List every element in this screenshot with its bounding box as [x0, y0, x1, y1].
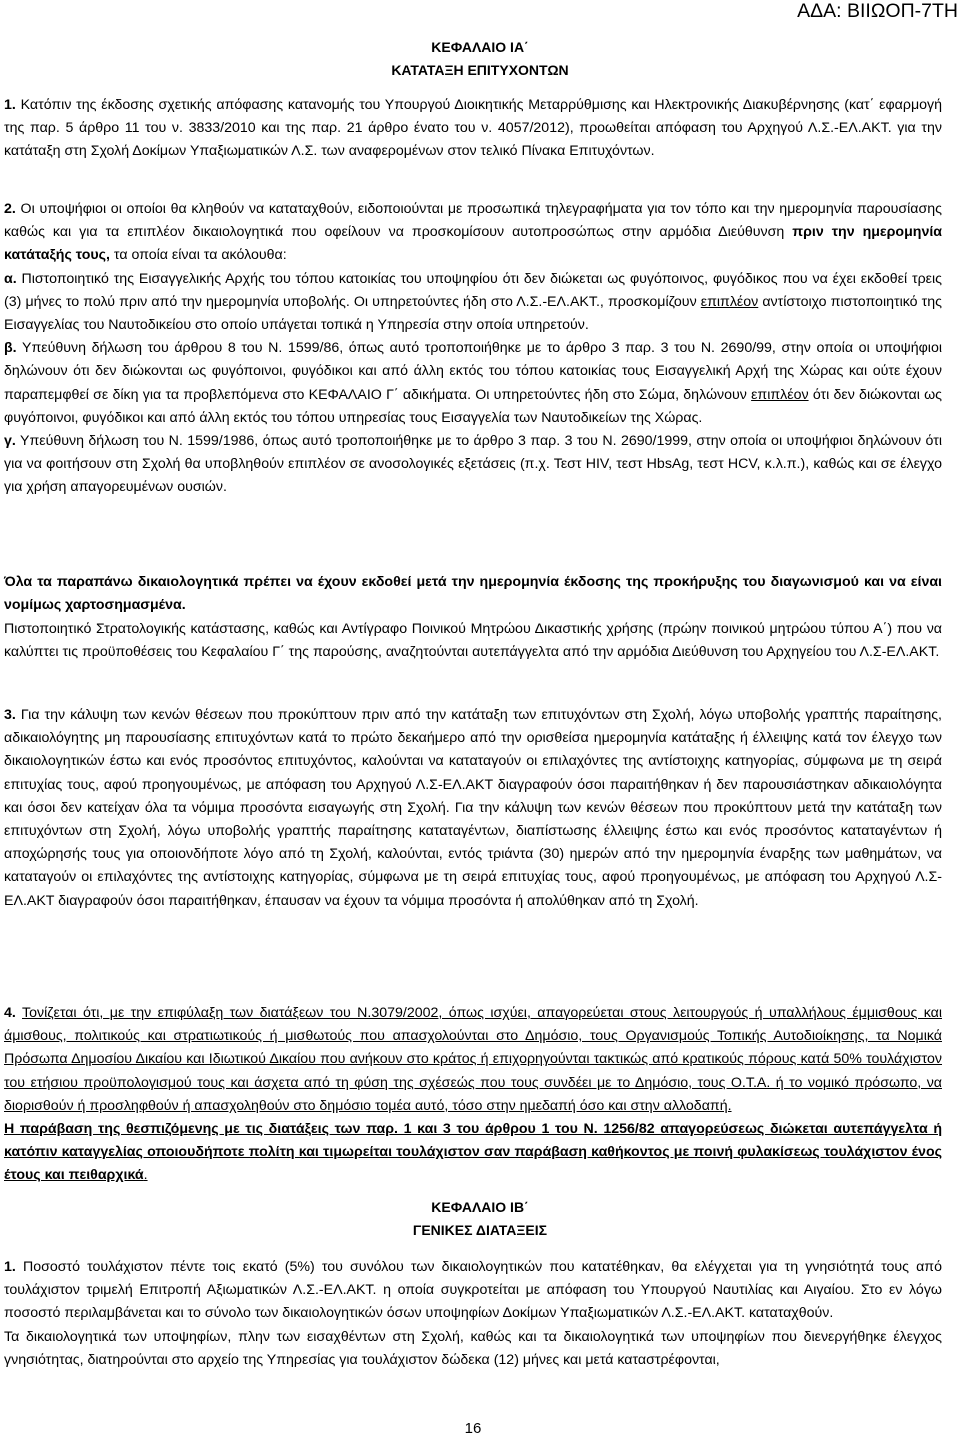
- paragraph-bold: πριν την ημερομηνία κατάταξής τους,: [4, 224, 943, 264]
- paragraph-ia-2: [4, 198, 942, 500]
- chapter-ib-subtitle: ΓΕΝΙΚΕΣ ΔΙΑΤΑΞΕΙΣ: [412, 1222, 548, 1238]
- paragraph-text: Ποσοστό τουλάχιστον πέντε τοις εκατό (5%) του συνόλου των δικαιολογητικών που κατατέθηκαν, θα ελέγχεται για τη γνησιότητά τους από τουλάχιστον τριμελή Επιτροπή Αξιωματικών Λ.Σ.-ΕΛ.ΑΚΤ. η οποία συγκροτείται με απόφαση του Υπουργού Ναυτιλίας και Αιγαίου. Στο εν λόγω ποσοστό περιλαμβάνεται και το σύνολο των δικαιολογητικών όσων υποψηφίων Δοκίμων Υπαξιωματικών Λ.Σ.-ΕΛ.ΑΚΤ. καταταχθούν.: [4, 1259, 942, 1322]
- item-c-text: Υπεύθυνη δήλωση του Ν. 1599/1986, όπως αυτό τροποποιήθηκε με το άρθρο 3 παρ. 3 του Ν. 2690/1999, στην οποία οι υποψήφιοι δηλώνουν ότι για να φοιτήσουν στη Σχολή θα υποβληθούν επιπλέον σε ανοσολογικές εξετάσεις (π.χ. Τεστ HIV, τεστ HbsAg, τεστ HCV, κ.λ.π.), καθώς και σε έλεγχο για χρήση απαγορευμένων ουσιών.: [4, 433, 942, 496]
- chapter-ia-subtitle: ΚΑΤΑΤΑΞΗ ΕΠΙΤΥΧΟΝΤΩΝ: [391, 62, 569, 78]
- item-b-underline: επιπλέον: [751, 386, 809, 403]
- paragraph-ia-1: [4, 94, 942, 164]
- paragraph-ib-2: Τα δικαιολογητικά των υποψηφίων, πλην των εισαχθέντων στη Σχολή, καθώς και τα δικαιολογητικά των υποψηφίων που διενεργήθηκε έλεγχος γνησιότητας, διατηρούνται στο αρχείο της Υπηρεσίας για τουλάχιστον δώδεκα (12) μήνες και μετά καταστρέφονται,: [4, 1328, 942, 1368]
- item-b-text: Υπεύθυνη δήλωση του άρθρου 8 του Ν. 1599/86, όπως αυτό τροποποιήθηκε με το άρθρο 3 παρ. 3 του Ν. 2690/99, στην οποία οι υποψήφιοι δηλώνουν ότι δεν διώκονται ως φυγόποινοι, φυγόδικοι και από άλλη εκτός του τόπου κατοικίας τους Εισαγγελική Αρχή της Χώρας και ούτε έχουν παραπεμφθεί σε δίκη για τα προβλεπόμενα στο ΚΕΦΑΛΑΙΟ Γ΄ αδικήματα. Οι υπηρετούντες ήδη στο Σώμα, δηλώνουν: [4, 340, 942, 403]
- item-a-text: Πιστοποιητικό της Εισαγγελικής Αρχής του τόπου κατοικίας του υποψηφίου ότι δεν διώκεται ως φυγόποινος, φυγόδικος που να έχει εκδοθεί τρεις (3) μήνες το πολύ πριν από την ημερομηνία υποβολής. Οι υπηρετούντες ήδη στο Λ.Σ.-ΕΛ.ΑΚΤ., προσκομίζουν: [4, 270, 942, 310]
- page-number: 16: [464, 1420, 482, 1437]
- paragraph-text: Οι υποψήφιοι οι οποίοι θα κληθούν να καταταχθούν, ειδοποιούνται με προσωπικά τηλεγραφήματα για τον τόπο και την ημερομηνία παρουσίασης καθώς και για τα επιπλέον δικαιολογητικά που οφείλουν να προσκομίσουν αυτοπροσώπως στην αρμόδια Διεύθυνση: [4, 201, 942, 241]
- paragraph-number: 4.: [4, 1005, 16, 1021]
- certificates-paragraph: Πιστοποιητικό Στρατολογικής κατάστασης, καθώς και Αντίγραφο Ποινικού Μητρώου Δικαστικής χρήσης (πρώην ποινικού μητρώου τύπου Α΄) που να καλύπτει τις προϋποθέσεις του Κεφαλαίου Γ΄ της παρούσης, αναζητούνται αυτεπάγγελτα από την αρμόδια Διεύθυνση του Αρχηγείου του Λ.Σ-ΕΛ.ΑΚΤ.: [4, 621, 942, 661]
- paragraph-number: 1.: [4, 97, 16, 113]
- penalty-notice: Η παράβαση της θεσπιζόμενης με τις διατάξεις των παρ. 1 και 3 του άρθρου 1 του Ν. 1256/82 απαγορεύσεως διώκεται αυτεπάγγελτα ή κατόπιν καταγγελίας οποιουδήποτε πολίτη και τιμωρείται τουλάχιστον σαν παράβαση καθήκοντος με ποινή φυλακίσεως τουλάχιστον ένος έτους και πειθαρχικά: [4, 1121, 942, 1184]
- paragraph-number: 3.: [4, 707, 16, 723]
- item-b-label: β.: [4, 340, 17, 357]
- chapter-ib-title: ΚΕΦΑΛΑΙΟ ΙΒ΄: [431, 1199, 529, 1215]
- paragraph-text: Για την κάλυψη των κενών θέσεων που προκύπτουν πριν από την κατάταξη των επιτυχόντων στη Σχολή, λόγω υποβολής γραπτής παραίτησης, αδικαιολόγητης μη παρουσίασης επιτυχόντων κατά το πρώτο δεκαήμερο από την ορισθείσα ημερομηνία κατάταξης ή έλλειψης κατά τον έλεγχο των δικαιολογητικών έστω και ενός προσόντος επιτυχόντος, καλούνται να καταταγούν οι επιλαχόντες της αντίστοιχης κατηγορίας, σύμφωνα με τη σειρά επιτυχίας τους, αφού προηγουμένως, με απόφαση του Αρχηγού Λ.Σ-ΕΛ.ΑΚΤ διαγραφούν όσοι παραιτήθηκαν ή δεν παρουσιάστηκαν αδικαιολόγητα και όσοι δεν κατείχαν όλα τα νόμιμα προσόντα εισαγωγής στη Σχολή. Για την κάλυψη των κενών θέσεων που προκύπτουν μετά την κατάταξη των επιτυχόντων στη Σχολή, λόγω υποβολής γραπτής παραίτησης καταταγέντων, διαπίστωσης έλλειψης έστω και ενός προσόντος καταταγέντων ή αποχώρησής τους για οποιονδήποτε λόγο από τη Σχολή, καλούνται, εντός τριάντα (30) ημερών από την ημερομηνία έναρξης των μαθημάτων, να καταταγούν οι επιλαχόντες της αντίστοιχης κατηγορίας, σύμφωνα με τη σειρά επιτυχίας τους, αφού προηγουμένως, με απόφαση του Αρχηγού Λ.Σ-ΕΛ.ΑΚΤ διαγραφούν όσοι παραιτήθηκαν, έπαυσαν να έχουν τα νόμιμα προσόντα ή απολύθηκαν από τη Σχολή.: [4, 707, 942, 909]
- penalty-notice-dot: .: [143, 1167, 148, 1184]
- paragraph-text: Κατόπιν της έκδοσης σχετικής απόφασης κατανομής του Υπουργού Διοικητικής Μεταρρύθμισης και Ηλεκτρονικής Διακυβέρνησης (κατ΄ εφαρμογή της παρ. 5 άρθρο 11 του ν. 3833/2010 και της παρ. 21 άρθρο ένατο του ν. 4057/2012), προωθείται απόφαση του Αρχηγού Λ.Σ.-ΕΛ.ΑΚΤ. για την κατάταξη στη Σχολή Δοκίμων Υπαξιωματικών Λ.Σ. των αναφερομένων στον τελικό Πίνακα Επιτυχόντων.: [4, 97, 942, 160]
- item-a-text-end: αντίστοιχο πιστοποιητικό της Εισαγγελίας του Ναυτοδικείου στο οποίο υπάγεται τοπικά η Υπηρεσία στην οποία υπηρετούν.: [4, 293, 943, 334]
- paragraph-ib-1: [4, 1256, 942, 1372]
- item-c-label: γ.: [4, 433, 16, 450]
- item-a-underline: επιπλέον: [700, 293, 759, 310]
- chapter-ia-title: ΚΕΦΑΛΑΙΟ ΙΑ΄: [431, 39, 529, 55]
- paragraph-ia-4: [4, 1002, 942, 1188]
- paragraph-underlined-text: Τονίζεται ότι, με την επιφύλαξη των διατάξεων του Ν.3079/2002, όπως ισχύει, απαγορεύεται στους λειτουργούς ή υπαλλήλους έμμισθους και άμισθους, πολιτικούς και στρατιωτικούς ή μισθωτούς που απασχολούνται στο Δημόσιο, τους Οργανισμούς Τοπικής Αυτοδιοίκησης, τα Νομικά Πρόσωπα Δημοσίου Δικαίου και Ιδιωτικού Δικαίου που ανήκουν στο κράτος ή επιχορηγούνται τακτικώς από κρατικούς πόρους κατά 50% τουλάχιστον του ετήσιου προϋπολογισμού τους και άσχετα από τη φύση της σχέσεώς που τους συνδέει με το Δημόσιο, τους Ο.Τ.Α. ή το νομικό πρόσωπο, να διορισθούν ή προσληφθούν ή απασχοληθούν στο δημόσιο τομέα αυτό, τόσο στην ημεδαπή όσο και στην αλλοδαπή.: [4, 1005, 942, 1114]
- paragraph-number: 1.: [4, 1259, 16, 1275]
- item-b-text-end: ότι δεν διώκονται ως φυγόποινοι, φυγόδικοι και από άλλη εκτός του τόπου υπηρεσίας τους Εισαγγελία των Ναυτοδικείων της Χώρας.: [4, 386, 943, 426]
- paragraph-ia-3: [4, 704, 942, 913]
- ada-code: ΑΔΑ: ΒΙΙΩΟΠ-7ΤΗ: [797, 0, 958, 22]
- item-a-label: α.: [4, 270, 17, 287]
- paragraph-text-end: τα οποία είναι τα ακόλουθα:: [109, 247, 287, 264]
- all-documents-notice: Όλα τα παραπάνω δικαιολογητικά πρέπει να έχουν εκδοθεί μετά την ημερομηνία έκδοσης της προκήρυξης του διαγωνισμού και να είναι νομίμως χαρτοσημασμένα.: [4, 574, 942, 614]
- paragraph-number: 2.: [4, 201, 16, 217]
